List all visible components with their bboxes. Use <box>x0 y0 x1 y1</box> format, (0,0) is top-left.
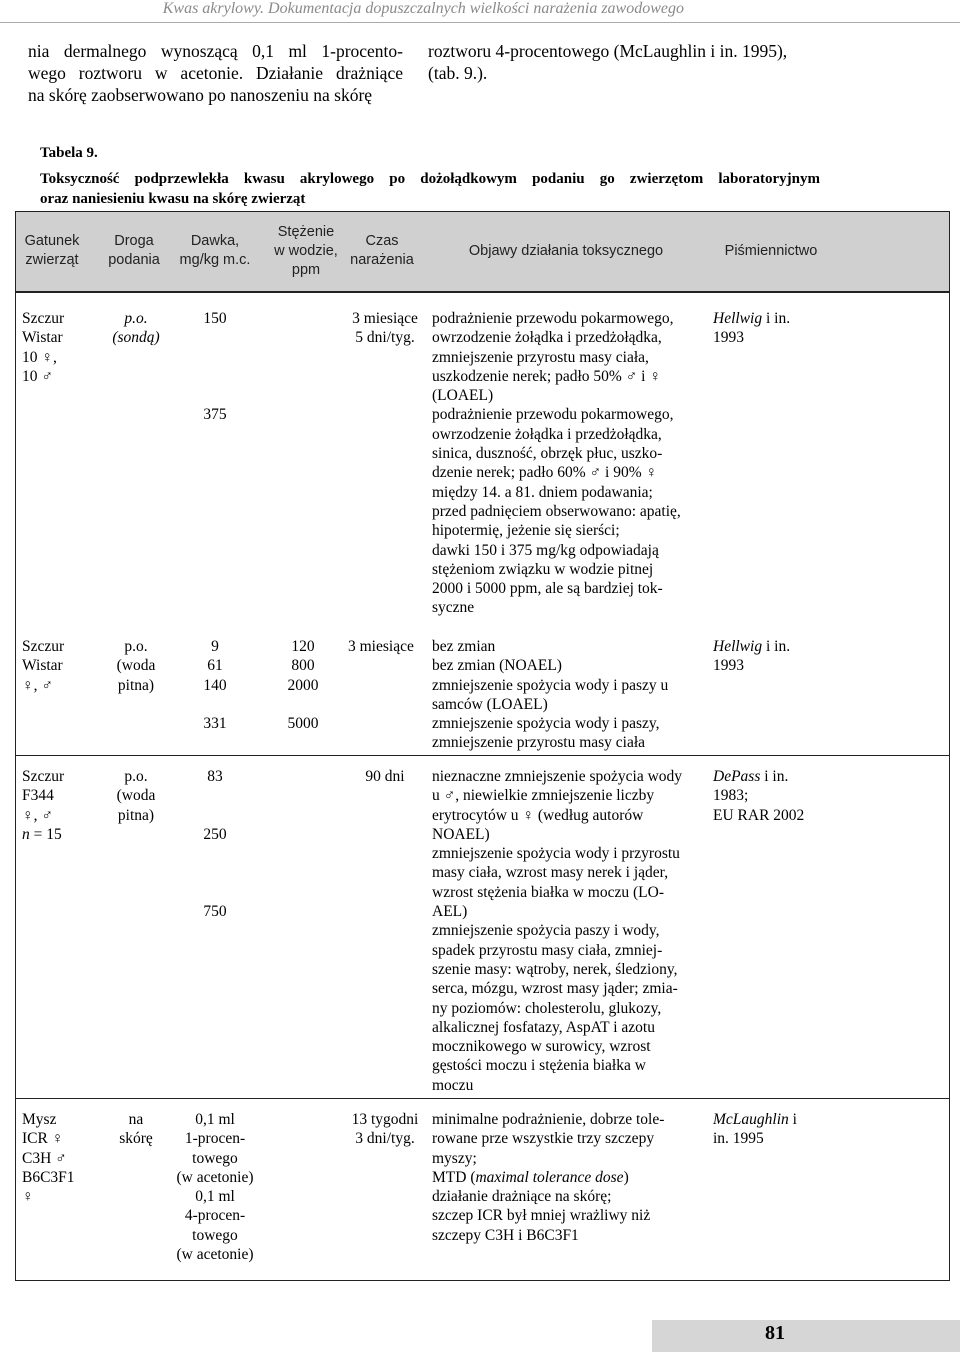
cell-exposure-time: 90 dni <box>365 768 405 785</box>
cell-dose: 0,1 ml 1-procen- towego (w acetonie) 0,1 ml 4-procen- towego (w acetonie) <box>176 1111 254 1264</box>
table-caption-line: oraz naniesieniu kwasu na skórę zwierząt <box>40 191 306 207</box>
cell-route: p.o. (woda pitna) <box>116 638 156 694</box>
cell-reference: McLaughlin i in. 1995 <box>713 1111 797 1148</box>
intro-line: roztworu 4-procentowego (McLaughlin i in. 1995), <box>428 41 788 61</box>
table-caption <box>40 169 820 209</box>
footer-bar <box>652 1320 960 1352</box>
page-number: 81 <box>765 1322 785 1344</box>
intro-line: wego roztworu w acetonie. Działanie drażniące <box>28 63 403 83</box>
table-body <box>15 292 950 1281</box>
row-divider <box>16 755 949 756</box>
cell-exposure-time: 3 miesiące <box>348 638 414 655</box>
cell-reference: DePass i in. 1983; EU RAR 2002 <box>713 768 805 824</box>
table-header <box>15 211 950 292</box>
running-header <box>0 0 960 22</box>
cell-route: na skórę <box>119 1111 153 1148</box>
cell-species: Szczur Wistar ♀, ♂ <box>22 638 65 694</box>
cell-dose: 9 61 140 331 <box>203 638 227 733</box>
header-references: Piśmiennictwo <box>724 242 818 259</box>
cell-route: p.o. (sondą) <box>112 310 160 347</box>
cell-exposure-time: 13 tygodni 3 dni/tyg. <box>351 1111 419 1148</box>
header-exposure-time: Czas narażenia <box>350 233 414 268</box>
cell-species: Mysz ICR ♀ C3H ♂ B6C3F1 ♀ <box>22 1111 75 1206</box>
intro-line: (tab. 9.). <box>428 63 488 83</box>
intro-line: nia dermalnego wynoszącą 0,1 ml 1-procento- <box>28 41 403 61</box>
cell-species: Szczur Wistar 10 ♀, 10 ♂ <box>22 310 65 385</box>
cell-exposure-time: 3 miesiące 5 dni/tyg. <box>352 310 418 347</box>
cell-dose: 83 250 750 <box>203 768 227 921</box>
cell-toxic-effects: nieznaczne zmniejszenie spożycia wody u ♂, niewielkie zmniejszenie liczby erytrocytów u ♀ (według autorów NOAEL) zmniejszenie spożycia wody i przyrostu masy ciała, wzrost masy nerek i jąder, wzrost stężenia białka w moczu (LO- AEL) zmniejszenie spożycia paszy i wody, spadek przyrostu masy ciała, zmniej- szenie masy: wątroby, nerek, śledziony, serca, mózgu, wzrost masy jąder; zmia- ny poziomów: cholesterolu, glukozy, alkalicznej fosfatazy, AspAT i azotu mocznikowego w surowicy, wzrost gęstości moczu i stężenia białka w moczu <box>432 768 683 1094</box>
intro-left-column <box>28 40 403 106</box>
cell-toxic-effects: bez zmian bez zmian (NOAEL) zmniejszenie spożycia wody i paszy u samców (LOAEL) zmniejszenie spożycia wody i paszy, zmniejszenie przyrostu masy ciała <box>432 638 669 752</box>
cell-concentration: 120 800 2000 5000 <box>287 638 319 733</box>
table-caption-line: Toksyczność podprzewlekła kwasu akrylowego po dożołądkowym podaniu go zwierzętom laboratoryjnym <box>40 171 820 187</box>
header-concentration: Stężenie w wodzie, ppm <box>274 223 338 278</box>
header-dose: Dawka, mg/kg m.c. <box>179 233 251 268</box>
cell-species: Szczur F344 ♀, ♂ n = 15 <box>22 768 65 843</box>
cell-toxic-effects: podrażnienie przewodu pokarmowego, owrzodzenie żołądka i przedżołądka, zmniejszenie przyrostu masy ciała, uszkodzenie nerek; padło 50% ♂ i ♀ (LOAEL) podrażnienie przewodu pokarmowego, owrzodzenie żołądka i przedżołądka, sinica, duszność, obrzęk płuc, uszko- dzenie nerek; padło 60% ♂ i 90% ♀ między 14. a 81. dniem podawania; przed padnięciem obserwowano: apatię, hipotermię, jeżenie się sierści; dawki 150 i 375 mg/kg odpowiadają stężeniom związku w wodzie pitnej 2000 i 5000 ppm, ale są bardziej tok- syczne <box>432 310 681 617</box>
intro-right-column <box>428 40 828 84</box>
cell-reference: Hellwig i in. 1993 <box>713 310 791 347</box>
header-rule <box>0 22 960 23</box>
cell-dose: 150 375 <box>203 310 227 424</box>
cell-route: p.o. (woda pitna) <box>116 768 156 824</box>
table-label: Tabela 9. <box>40 145 98 161</box>
running-header-title: Kwas akrylowy. Dokumentacja dopuszczalnych wielkości narażenia zawodowego <box>162 0 684 17</box>
intro-line: na skórę zaobserwowano po nanoszeniu na skórę <box>28 85 373 105</box>
header-toxic-effects: Objawy działania toksycznego <box>468 242 664 259</box>
row-divider <box>16 1098 949 1099</box>
cell-reference: Hellwig i in. 1993 <box>713 638 791 675</box>
cell-toxic-effects: minimalne podrażnienie, dobrze tole- rowane prze wszystkie trzy szczepy myszy; MTD (maximal tolerance dose) działanie drażniące na skórę; szczep ICR był mniej wrażliwy niż szczepy C3H i B6C3F1 <box>432 1111 665 1244</box>
header-species: Gatunek zwierząt <box>24 233 80 268</box>
header-route: Droga podania <box>108 233 160 268</box>
